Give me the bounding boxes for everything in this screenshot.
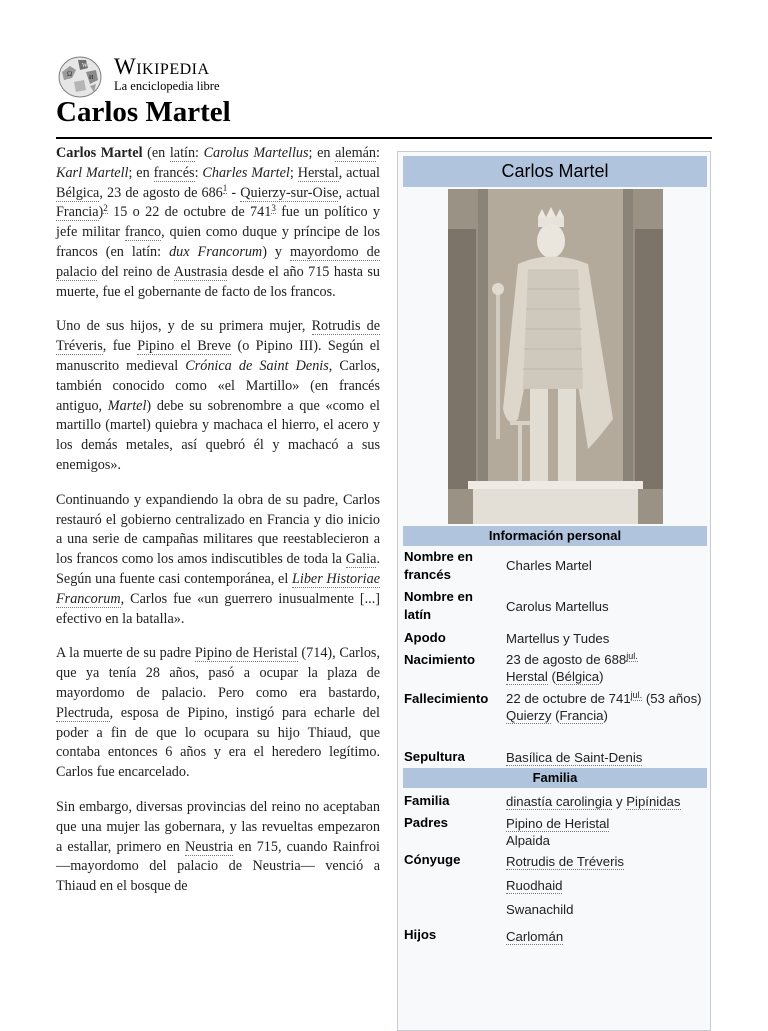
link-quierzy-infobox[interactable]: Quierzy <box>506 708 552 723</box>
section-familia: Familia <box>403 768 707 788</box>
infobox-title: Carlos Martel <box>403 156 707 187</box>
svg-text:Ω: Ω <box>67 70 73 78</box>
label-fallecimiento: Fallecimiento <box>404 691 489 706</box>
value-conyuge-3: Swanachild <box>506 902 574 917</box>
link-mayordomo-de-palacio[interactable]: mayordomo de palacio <box>56 243 380 280</box>
wikipedia-globe-icon <box>56 54 104 98</box>
julian-calendar-note[interactable]: jul. <box>626 650 638 661</box>
label-hijos: Hijos <box>404 927 437 942</box>
link-herstal-infobox[interactable]: Herstal <box>506 669 548 684</box>
reference-3[interactable]: 3 <box>271 202 276 213</box>
label-nombre-en-frances: Nombre en francés <box>404 549 473 582</box>
value-conyuge-2 <box>506 877 706 894</box>
value-apodo: Martellus y Tudes <box>506 631 610 646</box>
link-frances[interactable]: francés <box>153 164 195 181</box>
value-nombre-en-latin: Carolus Martellus <box>506 599 609 614</box>
value-sepultura <box>506 749 706 766</box>
label-nombre-en-latin: Nombre en latín <box>404 589 473 622</box>
wikipedia-tagline: La enciclopedia libre <box>114 79 220 93</box>
paragraph-2: Uno de sus hijos, y de su primera mujer, Rotrudis de Tréveris, fue Pipino el Breve (o Pipino III). Según el manuscrito medieval Crónica de Saint Denis, Carlos, también conocido como «el Martillo» (en francés antiguo, Martel) debe su sobrenombre a que «como el martillo (martel) quiebra y machaca el hierro, el acero y los demás metales, así quebró él y machacó a sus enemigos». <box>56 318 381 473</box>
link-pipino-el-breve[interactable]: Pipino el Breve <box>137 338 232 355</box>
svg-text:И: И <box>89 75 94 81</box>
paragraph-5: Sin embargo, diversas provincias del reino no aceptaban que una mujer las gobernara, y las revueltas empezaron a estallar, primero en Neustria en 715, cuando Rainfroi —mayordomo del palacio de Neustria— venció a Thiaud en el bosque de <box>56 798 380 895</box>
link-herstal[interactable]: Herstal <box>297 164 339 181</box>
link-austrasia[interactable]: Austrasia <box>173 263 228 280</box>
link-belgica[interactable]: Bélgica <box>56 184 100 201</box>
link-pipino-de-heristal[interactable]: Pipino de Heristal <box>194 645 298 662</box>
reference-1[interactable]: 1 <box>222 182 228 193</box>
infobox <box>397 151 711 1031</box>
label-sepultura: Sepultura <box>404 749 465 764</box>
value-hijos <box>506 928 706 945</box>
page-title: Carlos Martel <box>56 96 231 128</box>
paragraph-4: A la muerte de su padre Pipino de Heristal (714), Carlos, que ya tenía 28 años, pasó a ocupar la plaza de mayordomo de palacio. Pero como era bastardo, Plectruda, esposa de Pipino, instigó para echarle del poder a fin de que lo ocupara su hijo Thiaud, que contaba entonces 6 años y era el heredero legítimo. Carlos fue encarcelado. <box>56 645 380 781</box>
link-liber-historiae-francorum[interactable]: Liber Historiae Francorum <box>56 570 381 607</box>
label-padres: Padres <box>404 815 448 830</box>
link-neustria[interactable]: Neustria <box>185 838 234 855</box>
value-padres: Pipino de Heristal Alpaida <box>506 816 610 848</box>
svg-text:W: W <box>82 63 88 69</box>
link-rotrudis-de-treveris[interactable]: Rotrudis de Tréveris <box>56 318 380 355</box>
wikipedia-logo[interactable] <box>56 52 316 96</box>
paragraph-1: Carlos Martel (en latín: Carolus Martellus; en alemán: Karl Martell; en francés: Charles Martel; Herstal, actual Bélgica, 23 de agosto de $686^1$ - Quierzy-sur-Oise, actual Francia)$^2$ 15 o 22 de octubre de $741^3$ fue un político y jefe militar franco, quien como duque y príncipe de los francos (en latín: dux Francorum) y mayordomo de palacio del reino de Austrasia desde el año 715 hasta su muerte, fue el gobernante de facto de los francos. <box>56 145 381 300</box>
title-divider <box>56 137 712 139</box>
link-belgica-infobox[interactable]: Bélgica <box>555 669 600 684</box>
value-conyuge-1 <box>506 853 706 870</box>
link-quierzy-sur-oise[interactable]: Quierzy-sur-Oise <box>240 184 339 201</box>
link-pipinidas[interactable]: Pipínidas <box>626 794 681 809</box>
julian-calendar-note[interactable]: jul. <box>630 689 643 700</box>
link-galia[interactable]: Galia <box>345 551 377 568</box>
link-ruodhaid[interactable]: Ruodhaid <box>506 878 563 893</box>
reference-2[interactable]: 2 <box>103 202 108 213</box>
link-rotrudis-infobox[interactable]: Rotrudis de Tréveris <box>506 854 624 869</box>
wikipedia-wordmark: Wikipedia <box>114 54 210 79</box>
link-franco[interactable]: franco <box>124 224 162 241</box>
value-familia: dinastía carolingia y Pipínidas <box>506 794 681 809</box>
label-apodo: Apodo <box>404 630 446 645</box>
statue-image[interactable] <box>448 189 663 524</box>
label-conyuge: Cónyuge <box>404 852 461 867</box>
article-body <box>56 144 380 912</box>
link-francia-infobox[interactable]: Francia <box>559 708 604 723</box>
label-familia: Familia <box>404 793 450 808</box>
link-dinastia-carolingia[interactable]: dinastía carolingia <box>506 794 613 809</box>
link-francia[interactable]: Francia <box>56 204 99 221</box>
label-nacimiento: Nacimiento <box>404 652 476 667</box>
paragraph-3: Continuando y expandiendo la obra de su padre, Carlos restauró el gobierno centralizado en Francia y dio inicio a una serie de campañas militares que reestablecieron a los francos como los amos indiscutibles de toda la Galia. Según una fuente casi contemporánea, el Liber Historiae Francorum, Carlos fue «un guerrero inusualmente [...] efectivo en la batalla». <box>56 491 381 627</box>
link-pipino-de-heristal-infobox[interactable]: Pipino de Heristal <box>506 816 610 831</box>
link-basilica-saint-denis[interactable]: Basílica de Saint-Denis <box>506 750 643 765</box>
value-nombre-en-frances: Charles Martel <box>506 558 592 573</box>
link-latin[interactable]: latín <box>169 145 196 161</box>
section-informacion-personal: Información personal <box>403 526 707 546</box>
value-fallecimiento: 22 de octubre de $741^{jul.}$ (53 años) Quierzy (Francia) <box>506 689 702 723</box>
link-carloman[interactable]: Carlomán <box>506 929 564 944</box>
value-nacimiento: 23 de agosto de $688^{jul.}$ Herstal (Bélgica) <box>506 650 638 684</box>
link-aleman[interactable]: alemán <box>335 145 377 161</box>
link-plectruda[interactable]: Plectruda <box>56 704 110 721</box>
